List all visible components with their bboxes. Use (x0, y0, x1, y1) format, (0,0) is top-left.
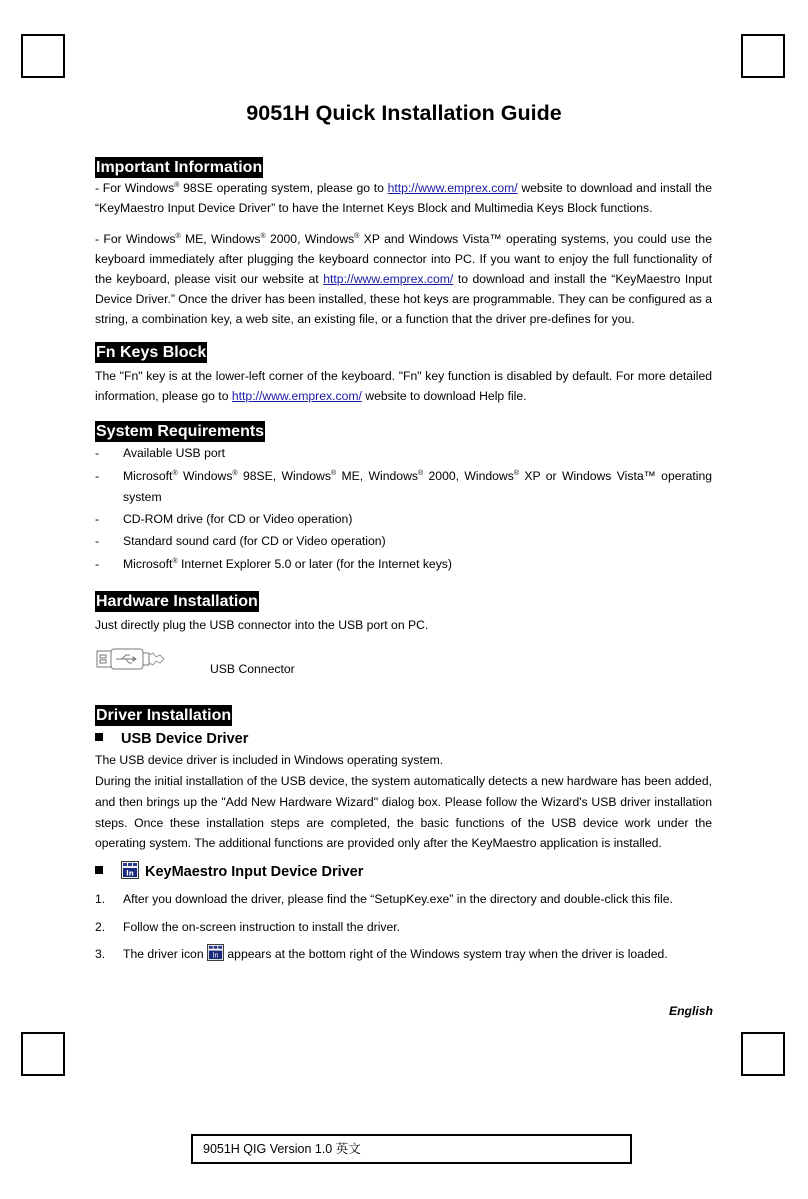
keymaestro-icon (207, 944, 224, 961)
important-paragraph-1: - For Windows® 98SE operating system, please go to http://www.emprex.com/ website to download and install the “KeyMaestro Input Device Driver” to have the Internet Keys Block and Multimedia Keys Block functions. (95, 181, 712, 215)
page-title: 9051H Quick Installation Guide (246, 101, 562, 125)
emprex-link[interactable]: http://www.emprex.com/ (323, 272, 454, 286)
usb-driver-paragraph-1: The USB device driver is included in Windows operating system. (95, 753, 444, 767)
hardware-paragraph: Just directly plug the USB connector into the USB port on PC. (95, 618, 429, 632)
crop-mark-bottom-right (741, 1032, 785, 1076)
svg-text:ln: ln (126, 869, 134, 878)
section-heading-system-requirements: System Requirements (96, 423, 265, 440)
list-item: - Microsoft® Internet Explorer 5.0 or later (for the Internet keys) (95, 557, 452, 571)
square-bullet-icon (95, 733, 103, 741)
section-heading-driver: Driver Installation (96, 707, 232, 724)
important-paragraph-2: - For Windows® ME, Windows® 2000, Windows® XP and Windows Vista™ operating systems, you could use the keyboard immediately after plugging the keyboard connector into PC. If you want to enjoy the full functionality of the keyboard, please visit our website at http://www.emprex.com/ to download and install the “KeyMaestro Input Device Driver.” Once the driver has been installed, these hot keys are programmable. They can be configured as a string, a combination key, a web site, an existing file, or a function that the driver pre-defines for you. (95, 232, 712, 326)
svg-text:ln: ln (212, 951, 219, 960)
crop-mark-top-left (21, 34, 65, 78)
keymaestro-icon (121, 861, 139, 879)
emprex-link[interactable]: http://www.emprex.com/ (231, 389, 362, 403)
language-label: English (668, 1004, 713, 1018)
install-step: 3. The driver icon ln appears at the bottom right of the Windows system tray when the driver is loaded. (95, 944, 712, 964)
emprex-link[interactable]: http://www.emprex.com/ (387, 181, 518, 195)
install-step: 1. After you download the driver, please find the “SetupKey.exe” in the directory and double-click this file. (95, 892, 673, 906)
install-step: 2. Follow the on-screen instruction to install the driver. (95, 920, 401, 934)
keymaestro-subheading: ln KeyMaestro Input Device Driver (95, 861, 363, 882)
section-heading-hardware: Hardware Installation (96, 593, 258, 610)
usb-connector-icon (96, 648, 166, 670)
usb-driver-subheading: USB Device Driver (95, 729, 248, 749)
crop-mark-bottom-left (21, 1032, 65, 1076)
list-item: - Available USB port (95, 446, 226, 460)
list-item: - Standard sound card (for CD or Video operation) (95, 534, 386, 548)
section-heading-fn-keys: Fn Keys Block (96, 344, 207, 361)
crop-mark-top-right (741, 34, 785, 78)
section-heading-important: Important Information (96, 159, 263, 176)
usb-connector-label: USB Connector (210, 662, 295, 676)
usb-driver-paragraph-2: During the initial installation of the USB device, the system automatically detects a new hardware has been added, and then brings up the "Add New Hardware Wizard" dialog box. Please follow the Wizard's USB driver installation steps. Once these installation steps are completed, the basic functions of the USB device work under the operating system. The additional functions are provided only after the KeyMaestro application is installed. (95, 774, 712, 851)
list-item: - Microsoft® Windows® 98SE, Windows® ME, Windows® 2000, Windows® XP or Windows Vista™ operating system (95, 469, 713, 504)
list-item: - CD-ROM drive (for CD or Video operation) (95, 512, 353, 526)
square-bullet-icon (95, 866, 103, 874)
fn-paragraph: The "Fn" key is at the lower-left corner of the keyboard. "Fn" key function is disabled by default. For more detailed information, please go to http://www.emprex.com/ website to download Help file. (95, 369, 712, 403)
footer-version-box: 9051H QIG Version 1.0 英文 (191, 1134, 632, 1164)
